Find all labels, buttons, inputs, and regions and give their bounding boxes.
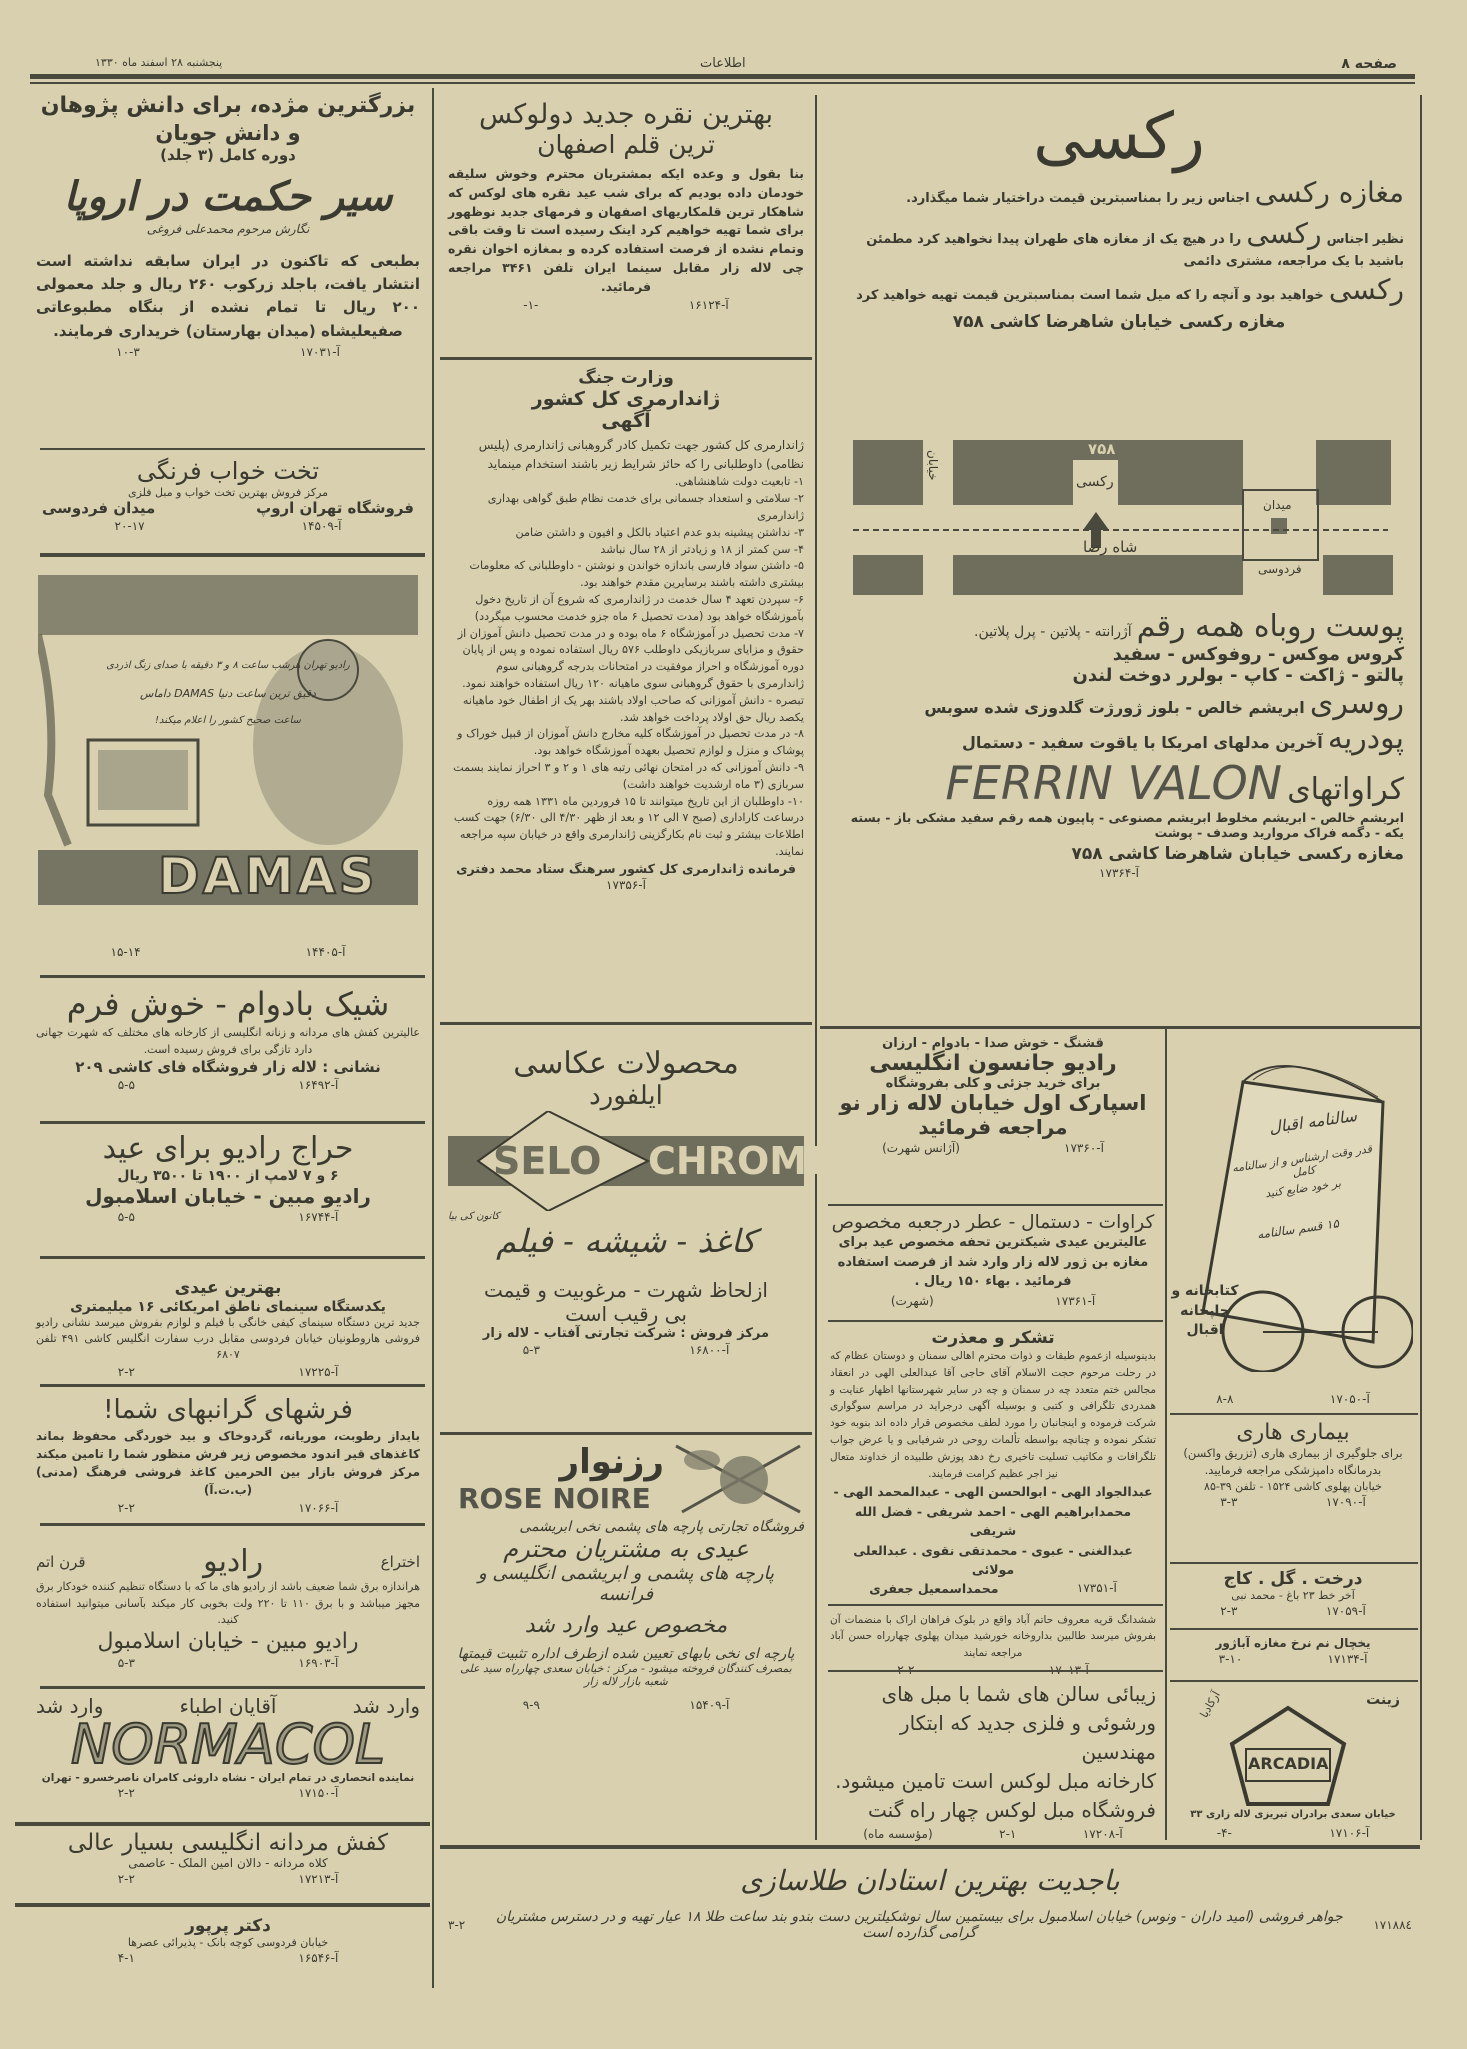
trees-ad xyxy=(1168,1565,1418,1627)
estate-ad xyxy=(822,1608,1164,1678)
ad-code: آ-۱۷۰۹۰ xyxy=(1325,1494,1366,1509)
ad-code: آ-۱۴۵۰۹ xyxy=(301,519,342,533)
roxy-text: را در هیچ یک از مغازه های طهران پیدا نخواهید کرد مطمئن باشید با یک مراجعه، مشتری دائمی xyxy=(866,231,1404,269)
normacol-arrived: وارد شد xyxy=(352,1694,420,1718)
ad-code: آ-۱۶۵۴۶ xyxy=(298,1951,339,1965)
thanks-names xyxy=(830,1482,1156,1579)
radio-ad-body: هراندازه برق شما ضعیف باشد از رادیو های ما که با دستگاه تنظیم کننده خودکار برق مجهز میباشد و با برق ۱۱۰ تا ۲۲۰ ولت بخوبی کار میکند بآسانی میتوانید استفاده کنید. xyxy=(36,1580,420,1626)
header-rule-thin xyxy=(30,82,1415,84)
rose-line: بمصرف کنندگان فروخته میشود - مرکز : خیابان سعدی چهارراه سید علی شعبه بازار لاله زار xyxy=(460,1662,792,1688)
divider xyxy=(40,1523,425,1526)
shoe-ad xyxy=(28,980,428,1120)
cinema-ad-body: جدید ترین دستگاه سینمای کیفی خانگی با فیلم و لوازم بفروش میرسد نشانی رادیو فروشی هاروطونیان خیابان فردوسی مقابل درب سفارت انگلیس کاشی ۴۹۱ تلفن ۶۸۰۷ xyxy=(36,1316,420,1362)
ad-code: آ-۱۶۱۲۴ xyxy=(688,298,729,313)
divider xyxy=(440,1432,812,1435)
silver-ad-body: بنا بقول و وعده ایکه بمشتریان محترم وخوش سلیقه خودمان داده بودیم که برای شب عید نقره های لوکس که شاهکار ترین قلمکاریهای اصفهان و فرمهای جدید نوظهور برای شما تهیه خواهیم کرد اینک رسیده است تا وقت باقی وتمام نشده از فرصت استفاده کرده و بمغازه اخوان نقره چی لاله زار مقابل سینما ایران تلفن ۳۴۶۱ مراجعه فرمائید. xyxy=(448,166,805,294)
silver-ad-title: بهترین نقره جدید دولوکس xyxy=(478,99,774,130)
ad-code: آ-۱۵۴۰۹ xyxy=(689,1698,730,1712)
ad-run: ۵-۵ xyxy=(117,1078,135,1093)
map-side-label: خیابان xyxy=(926,450,940,481)
thanks-last-name: محمداسمعیل جعفری xyxy=(869,1581,999,1597)
tie-perfume-title: کراوات - دستمال - عطر درجعبه مخصوص xyxy=(831,1212,1155,1233)
notice-item: ۱۰- داوطلبان از این تاریخ میتوانند تا ۱۵ فروردین ماه ۱۳۳۱ همه روزه درساعت کاراداری (صبح ۷ الی ۱۲ و بعد از ظهر ۴/۳۰ الی ۶/۳۰) جهت کسب اطلاعات بیشتر و ثبت نام بکارگزینی ژاندارمری واقع در خیابان سپه مراجعه نمایند. xyxy=(453,794,804,858)
fur-types: آژرانته - پلاتین - پرل پلاتین. xyxy=(974,624,1132,640)
rabies-body: برای جلوگیری از بیماری هاری (تزریق واکسن) بدرمانگاه دامپزشکی مراجعه فرمایید. xyxy=(1183,1446,1403,1478)
ad-run: ۳-۲ xyxy=(448,1918,466,1932)
bed-ad-place: میدان فردوسی xyxy=(42,499,156,517)
rose-line: فروشگاه تجارتی پارچه های پشمی نخی ابریشمی xyxy=(519,1519,804,1535)
ad-code: آ-۱۷۲۰۸ xyxy=(1082,1827,1123,1841)
furniture-shop: فروشگاه مبل لوکس چهار راه گنت xyxy=(868,1798,1156,1822)
map-street-label: شاه رضا xyxy=(1083,538,1138,556)
rose-line: عیدی به مشتریان محترم xyxy=(503,1535,749,1563)
arcadia-side: آرکادیا xyxy=(1197,1689,1223,1720)
roxy-ad xyxy=(820,95,1418,600)
compact-title: پودریه xyxy=(1327,721,1404,756)
rose-illustration xyxy=(668,1442,808,1516)
carpet-ad-title: فرشهای گرانبهای شما! xyxy=(103,1395,353,1425)
rabies-address: خیابان پهلوی کاشی ۱۵۲۴ - تلفن ۳۹-۸۵ xyxy=(1204,1479,1382,1493)
arcadia-ad xyxy=(1168,1684,1418,1840)
selo-note: کانون کی بیا xyxy=(448,1211,500,1222)
divider xyxy=(828,1670,1163,1672)
ad-run: ۲۰-۱۷ xyxy=(114,519,145,533)
radio-sale-title: حراج رادیو برای عید xyxy=(102,1131,354,1166)
rose-line: مخصوص عید وارد شد xyxy=(524,1613,728,1638)
cinema-ad xyxy=(28,1262,428,1387)
ad-run: ۲-۲ xyxy=(117,1872,135,1886)
ad-run: ۱۰-۳ xyxy=(116,344,140,359)
arcadia-top: زینت xyxy=(1366,1692,1400,1708)
notice-title: آگهی xyxy=(601,410,651,432)
divider xyxy=(440,357,812,360)
notice-items xyxy=(448,474,804,860)
goldsmith-title: باجدیت بهترین استادان طلاسازی xyxy=(740,1864,1120,1897)
map-shop-label: رکسی xyxy=(1076,474,1114,490)
book-ad-headline: و دانش جویان xyxy=(155,120,301,145)
roxy-goods-ad xyxy=(820,605,1418,1020)
rose-noire-en: ROSE NOIRE xyxy=(458,1482,651,1515)
ad-code: آ-۱۶۸۰۰ xyxy=(689,1343,730,1357)
radio-sale-sub: ۶ و ۷ لامپ از ۱۹۰۰ تا ۳۵۰۰ ریال xyxy=(117,1167,339,1184)
scarf-title: روسری xyxy=(1309,686,1404,721)
roxy-map xyxy=(848,430,1396,600)
divider xyxy=(40,553,425,557)
column-divider xyxy=(1165,1028,1167,1840)
ad-code: آ-۱۷۰۵۰ xyxy=(1329,1392,1370,1406)
newspaper-name: اطلاعات xyxy=(700,56,746,71)
map-square-label: فردوسی xyxy=(1258,562,1302,576)
radio-ad-right: قرن اتم xyxy=(36,1552,86,1571)
divider xyxy=(40,1384,425,1387)
selo-brand: ایلفورد xyxy=(589,1081,663,1111)
divider xyxy=(820,1026,1420,1029)
normacol-doctors: آقایان اطباء xyxy=(179,1694,277,1718)
ad-code: آ-۱۷۲۱۳ xyxy=(298,1872,339,1886)
almanac-shop: کتابخانه و چاپخانه اقبال xyxy=(1171,1283,1239,1339)
map-square-label: میدان xyxy=(1263,498,1292,512)
fridge-ad xyxy=(1168,1632,1418,1680)
goldsmith-body: جواهر فروشی (امید داران - ونوس) خیابان اسلامبول برای بیستمین سال نوشکیلترین دست بندو بند ساعت طلا ۱۸ عیار تهیه و در دسترس مشتریان گرامی گذارده است xyxy=(495,1909,1343,1941)
tie-desc: ابریشم خالص - ابریشم مخلوط ابریشم مصنوعی - پاپیون همه رقم سفید مشکی باز - بسته یکه - دگمه فراک مروارید وصدف - پوشت xyxy=(850,810,1404,840)
shoes-ad-sub: کلاه مردانه - دالان امین الملک - عاصمی xyxy=(128,1856,328,1870)
divider xyxy=(40,1121,425,1124)
tie-perfume-ad xyxy=(822,1208,1164,1326)
johnson-title: رادیو جانسون انگلیسی xyxy=(869,1051,1117,1076)
bed-ad-title: تخت خواب فرنگی xyxy=(136,457,320,485)
rose-noire-fa: رزنوار xyxy=(559,1442,664,1482)
ad-run: ۲-۱ xyxy=(999,1827,1017,1841)
ad-code: آ-۱۷۳۶۱ xyxy=(1055,1293,1096,1308)
ad-run: -۴- xyxy=(1216,1826,1232,1840)
johnson-radio-ad xyxy=(822,1032,1164,1202)
johnson-line: مراجعه فرمائید xyxy=(918,1115,1068,1139)
notice-intro: ژاندارمری کل کشور جهت تکمیل کادر گروهبانی ژاندارمری (پلیس نظامی) داوطلبانی را که حائز شرایط زیر باشند استخدام مینماید xyxy=(478,438,804,472)
fur-line: کروس موکس - روفوکس - سفید xyxy=(1112,644,1404,665)
bed-ad xyxy=(28,452,428,552)
notice-item: ۷- مدت تحصیل در آموزشگاه ۶ ماه بوده و در مدت تحصیل دانش آموزان از حقوق و مزایای سربازیکی داوطلب ۵۷۶ ریال استفاده نموده و پس از پایان دوره آموزشگاه و احراز موفقیت در امتحانات بدرجه گروهبانی سوم ژاندارمری با حقوق گروهبانی سوی ماهیانه ۱۲۰ ریال استفاده خواهند نمود. xyxy=(457,626,804,690)
doctor-address: خیابان فردوسی کوچه بانک - پذیرائی عصرها xyxy=(127,1936,329,1949)
silver-ad xyxy=(440,95,812,357)
radio-ad-shop: رادیو مبین - خیابان اسلامبول xyxy=(97,1628,359,1654)
cinema-ad-title: بهترین عیدی xyxy=(174,1278,282,1298)
carpet-ad-body: بایداز رطوبت، موریانه، گردوخاک و بید خوردگی محفوظ بماند کاغذهای قیر اندود مخصوص زیر فرش منظور شما را تامین میکند مرکز فروش بازار بین الحرمین کاغذ فروشی فرهنگ (مدنی) (ب.ت.آ) xyxy=(36,1428,420,1497)
ad-run: ۵-۳ xyxy=(117,1655,135,1670)
shoe-ad-body: عالیترین کفش های مردانه و زنانه انگلیسی از کارخانه های مختلف که شهرت جهانی دارد تازگی برای فروش رسیده است. xyxy=(36,1026,420,1057)
roxy-logo: رکسی xyxy=(1033,100,1205,174)
header-rule xyxy=(30,74,1415,79)
arcadia-sub: خیابان سعدی برادران تبریزی لاله زاری ۳۳ xyxy=(1190,1809,1396,1820)
thanks-body: بدینوسیله ازعموم طبقات و ذوات محترم اهالی سمنان و دوستان عظام که در رحلت مرحوم حجت الاسلام آقای حاجی آقا عبدالعلی الهی در انعقاد مجالس ختم متعدد چه در سمنان و چه در سایر شهرستانها اظهار عنایت و همدردی تلگرافی و کتبی و بوسیله آگهی درجراید در مراسم سوگواری شرکت فرموده و اینجانبان را مورد لطف مخصوص قرار داده اند بنوبه خود تشکر نموده و چنانچه بواسطه تألمات روحی در شرفیابی و یا عرض جواب تلگرافات و مکاتیب تسلیت تاخیری رخ دهد پوزش طلبیده از خداوند متعال نیز اجر عظیم کرامت فرمایند. xyxy=(830,1350,1156,1480)
ad-run: ۵-۵ xyxy=(117,1209,135,1224)
johnson-line: برای خرید جزئی و کلی بفروشگاه xyxy=(885,1076,1101,1091)
divider xyxy=(828,1604,1163,1606)
ad-code: آ-۱۷۰۳۱ xyxy=(300,344,340,359)
bed-ad-shop: فروشگاه تهران اروپ xyxy=(256,499,414,517)
ad-agency: (مؤسسه ماه) xyxy=(863,1827,933,1841)
damas-logo: DAMAS xyxy=(158,847,378,905)
roxy-name: رکسی xyxy=(1328,272,1404,306)
notice-item: ۴- سن کمتر از ۱۸ و زیادتر از ۲۸ سال نباشد xyxy=(600,542,804,556)
radio-mobin-ad xyxy=(28,1530,428,1690)
damas-watch-ad xyxy=(28,575,428,970)
almanac-title: سالنامه اقبال xyxy=(1267,1105,1359,1138)
radio-ad-title: رادیو xyxy=(203,1544,264,1579)
trees-title: درخت . گل . کاج xyxy=(1223,1569,1363,1589)
ferrin-valon-logo: FERRIN VALON xyxy=(945,756,1283,810)
book-ad-volumes: دوره کامل (۳ جلد) xyxy=(160,145,296,164)
ad-code: آ-۱۷۳۵۱ xyxy=(1076,1581,1117,1596)
book-author: نگارش مرحوم محمدعلی فروغی xyxy=(146,221,310,236)
notice-item: ۵- داشتن سواد فارسی باندازه خواندن و نوشتن - داوطلبانی که معلومات بیشتری داشته باشند برسایرین مقدم خواهند بود. xyxy=(469,559,804,590)
fur-title: پوست روباه همه رقم xyxy=(1136,609,1404,644)
ad-code: آ-۱۷۱۳۴ xyxy=(1327,1652,1368,1666)
normacol-arrived: وارد شد xyxy=(36,1694,104,1718)
ad-agency: (شهرت) xyxy=(890,1293,934,1308)
divider xyxy=(40,1686,425,1689)
ad-code: آ-۱۶۴۹۲ xyxy=(298,1078,339,1093)
notice-item: ۳- نداشتن پیشینه بدو عدم اعتیاد بالکل و افیون و داشتن ضامن xyxy=(515,525,804,539)
selo-address: مرکز فروش : شرکت تجارتی آفتاب - لاله زار xyxy=(482,1326,770,1341)
ad-run: ۵-۳ xyxy=(522,1343,540,1357)
normacol-sub: نماینده انحصاری در تمام ایران - نشاه داروئی کامران ناصرخسرو - تهران xyxy=(41,1772,415,1784)
thanks-name-line: محمدابراهیم الهی - احمد شریفی - فضل الله شریفی xyxy=(854,1503,1132,1539)
book-ad-body: بطبعی که تاکنون در ایران سابقه نداشته است انتشار یافت، باجلد زرکوب ۲۶۰ ریال و جلد معمولی ۲۰۰ ریال تا تمام نشده از بنگاه مطبوعاتی صفیعلیشاه (میدان بهارستان) خریداری فرمایند. xyxy=(36,251,420,340)
thanks-name-line: عبدالجواد الهی - ابوالحسن الهی - عبدالمحمد الهی - xyxy=(833,1484,1153,1500)
ad-code: آ-۱۷۱۰۶ xyxy=(1329,1826,1370,1840)
ad-run: ۲-۳ xyxy=(1220,1604,1238,1618)
selo-line: ازلحاظ شهرت - مرغوبیت و قیمت xyxy=(484,1278,768,1302)
estate-body: ششدانگ قریه معروف حاتم آباد واقع در بلوک فراهان اراک با منضمات آن بفروش میرسد طالبین بداروخانه خورشید میدان پهلوی چهارراه حسن آباد مراجعه نمایند xyxy=(830,1614,1156,1659)
rose-line: پارچه های پشمی و ابریشمی انگلیسی و فرانسه xyxy=(477,1563,775,1605)
divider xyxy=(40,975,425,978)
roxy-text: خواهید بود و آنچه را که میل شما است بمناسبترین قیمت تهیه خواهید کرد xyxy=(856,287,1324,303)
thanks-name-line: عبدالغنی - عبوی - محمدتقی نقوی . عبدالعلی مولائی xyxy=(853,1542,1133,1577)
notice-item: ۸- در مدت تحصیل در آموزشگاه کلیه مخارج دانش آموزان از قبیل خوراک و پوشاک و منزل و لوازم تحصیل بعهده آموزشگاه خواهد بود. xyxy=(457,727,804,758)
rabies-title: بیماری هاری xyxy=(1236,1420,1350,1445)
thanks-title: تشکر و معذرت xyxy=(931,1328,1055,1348)
fur-line: پالتو - ژاکت - کاپ - بولرر دوخت لندن xyxy=(1072,665,1404,686)
divider xyxy=(828,1204,1163,1206)
bed-ad-sub: مرکز فروش بهترین تخت خواب و مبل فلزی xyxy=(127,486,329,499)
shoe-ad-title: شیک بادوام - خوش فرم xyxy=(66,985,390,1023)
arcadia-logo: ARCADIA xyxy=(1248,1754,1329,1773)
divider xyxy=(1170,1413,1418,1415)
ad-run: ۳-۱۰ xyxy=(1218,1652,1243,1666)
ad-run: ۲-۲ xyxy=(117,1500,135,1515)
ad-run: ۳-۳ xyxy=(1220,1494,1238,1509)
selo-line: بی رقیب است xyxy=(565,1302,687,1326)
normacol-ad xyxy=(28,1690,428,1822)
selo-top: محصولات عکاسی xyxy=(513,1046,739,1081)
ad-code: آ-۱۷۳۶۰ xyxy=(1064,1141,1104,1155)
divider xyxy=(1170,1680,1418,1682)
damas-line: ساعت صحیح کشور را اعلام میکند! xyxy=(155,715,301,726)
johnson-shop: اسپارک اول خیابان لاله زار نو xyxy=(839,1091,1147,1115)
ilford-selochrome-ad xyxy=(440,1028,834,1430)
column-divider xyxy=(1420,95,1422,1840)
book-title: سیر حکمت در اروپا xyxy=(63,172,393,220)
divider xyxy=(1170,1628,1418,1630)
notice-item: ۹- دانش آموزانی که در امتحان نهائی رتبه های ۱ و ۲ و ۳ احراز نمایند بسمت سربازی (۳ ماه ارشدیت خواهند داشت) xyxy=(453,760,804,791)
ad-code: آ-۱۷۰۵۹ xyxy=(1325,1604,1366,1618)
ad-run: ۸-۸ xyxy=(1216,1392,1234,1406)
rabies-ad xyxy=(1168,1416,1418,1562)
notice-department: ژاندارمری کل کشور xyxy=(531,388,721,410)
furniture-ad xyxy=(822,1676,1164,1840)
divider xyxy=(15,1903,430,1907)
trees-sub: آخر خط ۲۳ باغ - محمد نبی xyxy=(1231,1589,1355,1602)
almanac-line: بر خود ضایع کنید xyxy=(1264,1176,1342,1201)
issue-date: پنجشنبه ۲۸ اسفند ماه ۱۳۳۰ xyxy=(95,56,223,69)
ad-code: آ-۱۶۷۴۴ xyxy=(298,1209,339,1224)
damas-line: دقیق ترین ساعت دنیا DAMAS داماس xyxy=(140,687,316,700)
ad-code: آ-۱۷۳۶۴ xyxy=(1099,866,1139,880)
scarf-desc: ابریشم خالص - بلوز ژورژت گلدوزی شده سوبس xyxy=(924,698,1305,717)
thanks-notice xyxy=(822,1324,1164,1640)
roxy-address: مغازه رکسی خیابان شاهرضا کاشی ۷۵۸ xyxy=(952,311,1286,332)
divider xyxy=(828,1320,1163,1322)
selochrome-logo xyxy=(448,1111,834,1211)
silver-ad-title: ترین قلم اصفهان xyxy=(537,130,715,159)
ad-agency: (آژانس شهرت) xyxy=(882,1141,960,1155)
radio-sale-ad xyxy=(28,1126,428,1256)
book-ad-headline: بزرگترین مژده، برای دانش پژوهان xyxy=(40,93,416,118)
ad-code: آ-۱۷۰۶۶ xyxy=(298,1500,339,1515)
shoe-ad-address: نشانی : لاله زار فروشگاه فای کاشی ۲۰۹ xyxy=(75,1058,381,1077)
eghbal-almanac-ad xyxy=(1168,1032,1418,1410)
column-divider xyxy=(815,95,817,1840)
shoes-ad xyxy=(28,1826,428,1904)
ad-run: ۱۵-۱۴ xyxy=(110,945,141,959)
rose-noire-ad xyxy=(440,1438,812,1840)
furniture-line: ورشوئی و فلزی جدید که ابتکار مهندسین xyxy=(899,1711,1156,1764)
radio-ad-left: اختراع xyxy=(380,1552,420,1571)
goldsmith-ad xyxy=(440,1860,1420,1960)
furniture-line: کارخانه مبل لوکس است تامین میشود. xyxy=(835,1769,1156,1793)
rose-line: پارچه ای نخی بابهای تعیین شده ازطرف اداره تثبیت قیمتها xyxy=(457,1646,795,1662)
almanac-line: ۱۵ قسم سالنامه xyxy=(1256,1216,1340,1242)
ad-run: -۱- xyxy=(523,298,539,313)
notice-ministry: وزارت جنگ xyxy=(578,368,674,388)
roxy-text: نظیر اجناس xyxy=(1326,231,1404,247)
johnson-line: قشنگ - خوش صدا - بادوام - ارزان xyxy=(882,1036,1104,1051)
book-ad xyxy=(28,88,428,448)
column-divider xyxy=(432,88,434,1988)
ad-run: ۲-۲ xyxy=(117,1786,135,1800)
selo-products: کاغذ - شیشه - فیلم xyxy=(496,1222,756,1260)
radio-sale-shop: رادیو مبین - خیابان اسلامبول xyxy=(85,1183,371,1208)
notice-item: ۱- تابعیت دولت شاهنشاهی. xyxy=(674,475,804,489)
ad-run: ۲-۲ xyxy=(117,1365,135,1380)
roxy-address: مغازه رکسی خیابان شاهرضا کاشی ۷۵۸ xyxy=(1071,844,1404,864)
gendarmerie-notice xyxy=(440,364,812,1019)
shoes-ad-title: کفش مردانه انگلیسی بسیار عالی xyxy=(67,1830,389,1856)
roxy-name: رکسی xyxy=(1246,216,1322,250)
chrome-logo-text: CHROME xyxy=(648,1139,834,1183)
ad-code: آ-۱۴۴۰۵ xyxy=(305,945,346,959)
roxy-text: اجناس زیر را بمناسبترین قیمت دراختیار شما میگذارد. xyxy=(906,190,1250,206)
notice-item: تبصره - دانش آموزانی که صاحب اولاد باشند بهر یک از اطفال خود ماهیانه یکصد ریال حق اولاد پرداخت خواهد شد. xyxy=(462,693,804,724)
doctor-ad xyxy=(28,1912,428,1992)
ad-code: آ-۱۷۱۵۰ xyxy=(298,1786,339,1800)
divider xyxy=(440,1022,812,1025)
normacol-logo: NORMACOL xyxy=(70,1713,386,1776)
ad-code: آ-۱۷۲۲۵ xyxy=(298,1365,339,1380)
damas-line: رادیو تهران هرشب ساعت ۸ و ۳ دقیقه با صدای زنگ اذردی xyxy=(106,660,350,671)
cinema-ad-sub: یکدستگاه سینمای ناطق امریکائی ۱۶ میلیمتری xyxy=(70,1299,386,1316)
notice-signature: فرمانده ژاندارمری کل کشور سرهنگ ستاد محمد دفتری xyxy=(456,860,796,876)
notice-item: ۶- سپردن تعهد ۴ سال خدمت در ژاندارمری که شروع آن از تاریخ دخول بآموزشگاه خواهد بود (مدت تحصیل ۶ ماه جزو خدمت محسوب میگردد) xyxy=(474,592,804,623)
tie-title: کراواتهای xyxy=(1287,772,1404,807)
ad-run: ۹-۹ xyxy=(522,1698,540,1712)
fridge-title: یخچال نم نرخ مغازه آباژور xyxy=(1215,1636,1371,1650)
map-number: ۷۵۸ xyxy=(1088,440,1116,458)
page-number: صفحه ۸ xyxy=(1341,56,1397,72)
divider xyxy=(1170,1562,1418,1564)
divider xyxy=(40,1256,425,1259)
ad-code: آ-۱۷۳۵۶ xyxy=(606,877,646,892)
ad-run: ۴-۱ xyxy=(117,1951,135,1965)
compact-desc: آخرین مدلهای امریکا با یاقوت سفید - دستمال xyxy=(961,733,1323,752)
doctor-name: دکتر پرپور xyxy=(185,1916,271,1936)
ad-code: ۱۷۱۸۸٤ xyxy=(1373,1918,1412,1932)
almanac-line: قدر وقت ارشناس و از سالنامه کامل xyxy=(1231,1142,1373,1180)
selo-logo-text: SELO xyxy=(493,1139,602,1183)
carpet-ad xyxy=(28,1390,428,1525)
furniture-line: زیبائی سالن های شما با مبل های xyxy=(881,1682,1156,1706)
ad-code: آ-۱۶۹۰۳ xyxy=(298,1655,339,1670)
divider xyxy=(440,1845,1420,1849)
roxy-shop: مغازه رکسی xyxy=(1254,175,1404,209)
divider xyxy=(40,448,425,450)
notice-item: ۲- سلامتی و استعداد جسمانی برای خدمت نظام طبق گواهی بهداری ژاندارمری xyxy=(487,492,804,522)
tie-perfume-body: عالیترین عیدی شیکترین تحفه مخصوص عید برای مغازه بن ژور لاله زار وارد شد از فرصت استفاده فرمائید . بهاء ۱۵۰ ریال . xyxy=(837,1235,1149,1289)
